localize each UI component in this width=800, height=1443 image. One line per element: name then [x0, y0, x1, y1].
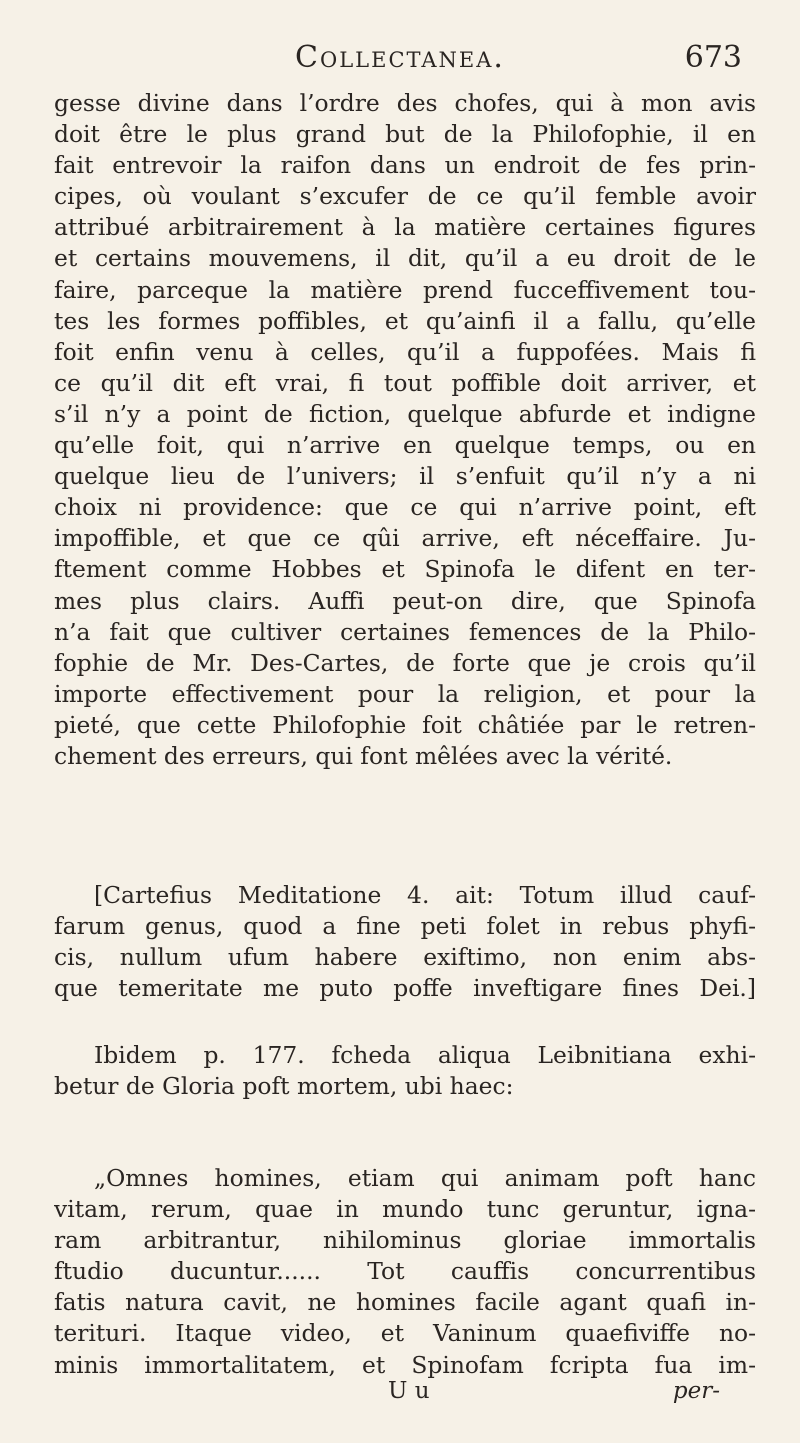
text-line: farum genus, quod a fine peti folet in rebus phyfi- [54, 912, 756, 941]
text-line: ram arbitrantur, nihilominus gloriae immortalis [54, 1226, 756, 1255]
page-header [0, 40, 800, 90]
text-line: gesse divine dans l’ordre des chofes, qui à mon avis [54, 89, 756, 117]
text-line: et certains mouvemens, il dit, qu’il a eu droit de le [54, 244, 756, 273]
text-line: vitam, rerum, quae in mundo tunc geruntur, igna- [54, 1195, 756, 1224]
text-line: „Omnes homines, etiam qui animam poft hanc [94, 1164, 756, 1192]
text-line: fophie de Mr. Des-Cartes, de forte que je crois qu’il [54, 648, 756, 677]
page-footer [0, 1378, 800, 1412]
text-line: que temeritate me puto poffe inveftigare fines Dei.] [54, 974, 756, 1003]
text-line: choix ni providence: que ce qui n’arrive point, eft [54, 493, 756, 522]
paragraph-2 [54, 880, 756, 1004]
text-line: importe effectivement pour la religion, et pour la [54, 679, 756, 708]
text-line: mes plus clairs. Auffi peut-on dire, que Spinofa [54, 586, 756, 615]
paragraph-4 [54, 1163, 756, 1381]
text-line: qu’elle foit, qui n’arrive en quelque temps, ou en [54, 431, 756, 460]
text-line: chement des erreurs, qui font mêlées avec la vérité. [54, 741, 673, 770]
text-line: foit enfin venu à celles, qu’il a fuppofées. Mais fi [54, 337, 756, 366]
text-line: doit être le plus grand but de la Philofophie, il en [54, 120, 756, 149]
text-line: impoffible, et que ce qûi arrive, eft néceffaire. Ju- [54, 524, 756, 553]
text-line: cis, nullum ufum habere exiftimo, non enim abs- [54, 943, 756, 972]
page-number: 673 [684, 40, 742, 75]
signature-mark: U u [388, 1378, 430, 1404]
text-line: cipes, où voulant s’excufer de ce qu’il femble avoir [54, 182, 756, 211]
text-line: attribué arbitrairement à la matière certaines figures [54, 213, 756, 242]
text-line: fait entrevoir la raifon dans un endroit de fes prin- [54, 151, 756, 180]
text-line: pieté, que cette Philofophie foit châtiée par le retren- [54, 710, 756, 739]
catchword: per- [672, 1378, 720, 1404]
text-line: [Cartefius Meditatione 4. ait: Totum illud cauf- [94, 881, 756, 909]
text-line: betur de Gloria poft mortem, ubi haec: [54, 1072, 514, 1101]
text-line: terituri. Itaque video, et Vaninum quaefiviffe no- [54, 1319, 756, 1348]
text-line: faire, parceque la matière prend fucceffivement tou- [54, 275, 756, 304]
text-line: ftudio ducuntur...... Tot cauffis concurrentibus [54, 1257, 756, 1286]
text-line: ftement comme Hobbes et Spinofa le difent en ter- [54, 555, 756, 584]
text-line: s’il n’y a point de fiction, quelque abfurde et indigne [54, 399, 756, 428]
paragraph-1 [54, 88, 756, 772]
text-line: ce qu’il dit eft vrai, fi tout poffible doit arriver, et [54, 368, 756, 397]
text-line: Ibidem p. 177. fcheda aliqua Leibnitiana exhi- [94, 1041, 756, 1069]
text-line: fatis natura cavit, ne homines facile agant quafi in- [54, 1288, 756, 1317]
text-line: minis immortalitatem, et Spinofam fcripta fua im- [54, 1350, 756, 1379]
text-line: tes les formes poffibles, et qu’ainfi il a fallu, qu’elle [54, 306, 756, 335]
paragraph-3 [54, 1040, 756, 1102]
text-line: quelque lieu de l’univers; il s’enfuit qu’il n’y a ni [54, 462, 756, 491]
running-title: Collectanea. [295, 40, 505, 75]
text-line: n’a fait que cultiver certaines femences de la Philo- [54, 617, 756, 646]
